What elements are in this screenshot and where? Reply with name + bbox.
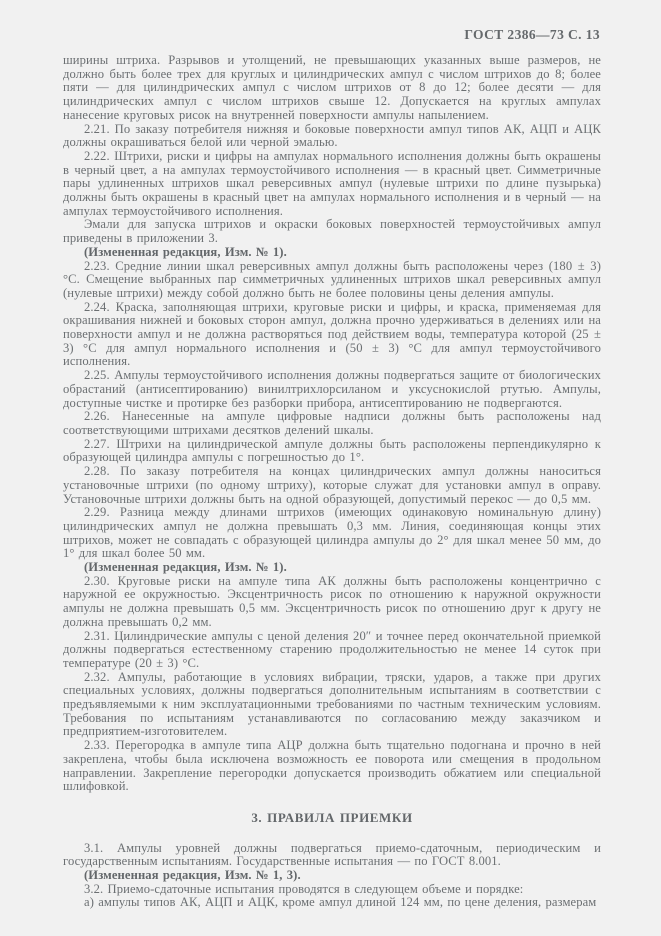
paragraph: 2.28. По заказу потребителя на концах цилиндрических ампул должны наноситься установочные штрихи (по одному штриху), которые служат для установки ампул в оправу. Установочные штрихи должны быть на одной образующей, допустимый перекос — до 0,5 мм. [63,464,601,506]
paragraph: (Измененная редакция, Изм. № 1). [84,244,287,259]
paragraph: 2.29. Разница между длинами штрихов (имеющих одинаковую номинальную длину) цилиндрических ампул не должна превышать 0,3 мм. Линия, соединяющая концы этих штрихов, может не совпадать с образующей цилиндра ампулы до 2° для шкал менее 50 мм, до 1° для шкал более 50 мм. [63,505,601,561]
paragraph: 2.33. Перегородка в ампуле типа АЦР должна быть тщательно подогнана и прочно в ней закреплена, чтобы была исключена возможность ее поворота или смещения в продольном направлении. Закрепление перегородки допускается производить обжатием или специальной шлифовкой. [63,738,601,794]
paragraph: 2.32. Ампулы, работающие в условиях вибрации, тряски, ударов, а также при других специальных условиях, должны подвергаться дополнительным испытаниям в соответствии с предъявляемыми к ним эксплуатационными требованиями по частным техническим условиям. Требования по испытаниям устанавливаются по согласованию между заказчиком и предприятием-изготовителем. [63,669,601,739]
paragraph: 2.24. Краска, заполняющая штрихи, круговые риски и цифры, и краска, применяемая для окрашивания нижней и боковых сторон ампул, должна прочно удерживаться в делениях или на поверхности ампул и не должна растворяться под действием воды, температура которой (25 ± 3) °С для ампул нормального исполнения и (50 ± 3) °С для ампул термоустойчивого исполнения. [63,299,601,369]
paragraph: 2.30. Круговые риски на ампуле типа АК должны быть расположены концентрично с наружной ее окружностью. Эксцентричность рисок по отношению к наружной окружности ампулы не должна превышать 0,5 мм. Эксцентричность рисок по отношению друг к другу не должна превышать 0,2 мм. [63,573,601,629]
paragraph: 2.26. Нанесенные на ампуле цифровые надписи должны быть расположены над соответствующими штрихами десятков делений шкалы. [63,409,601,437]
paragraph: 3.2. Приемо-сдаточные испытания проводятся в следующем объеме и порядке: [84,881,524,896]
paragraph: (Измененная редакция, Изм. № 1, 3). [84,868,301,883]
paragraph: 2.23. Средние линии шкал реверсивных ампул должны быть расположены через (180 ± 3)°С. Смещение выбранных пар симметричных удлиненных штрихов шкал реверсивных ампул (нулевые штрихи) между собой должно быть не более половины цены деления ампулы. [63,258,601,300]
paragraph: Эмали для запуска штрихов и окраски боковых поверхностей термоустойчивых ампул приведены в приложении 3. [63,217,601,246]
paragraph: (Измененная редакция, Изм. № 1). [84,560,287,575]
paragraph: 2.21. По заказу потребителя нижняя и боковые поверхности ампул типов АК, АЦП и АЦК должны окрашиваться белой или черной эмалью. [63,121,601,150]
document-body [63,54,601,910]
section-heading: 3. ПРАВИЛА ПРИЕМКИ [251,809,413,825]
paragraph: 2.31. Цилиндрические ампулы с ценой деления 20″ и точнее перед окончательной приемкой должны подвергаться естественному старению продолжительностью не менее 14 суток при температуре (20 ± 3) °С. [63,628,601,670]
paragraph: 3.1. Ампулы уровней должны подвергаться приемо-сдаточным, периодическим и государственным испытаниям. Государственные испытания — по ГОСТ 8.001. [63,840,601,869]
paragraph: 2.25. Ампулы термоустойчивого исполнения должны подвергаться защите от биологических обрастаний (антисептированию) винилтрихлорсиланом и уксуснокислой ртутью. Ампулы, доступные чистке и протирке без разборки прибора, антисептированию не подвергаются. [63,368,601,410]
paragraph: а) ампулы типов АК, АЦП и АЦК, кроме ампул длиной 124 мм, по цене деления, размерам [84,895,597,910]
paragraph: ширины штриха. Разрывов и утолщений, не превышающих указанных выше размеров, не должно быть более трех для круглых и цилиндрических ампул с числом штрихов до 8; более пяти — для цилиндрических ампул с числом штрихов от 8 до 12; более десяти — для цилиндрических ампул с числом штрихов свыше 12. Допускается на круглых ампулах нанесение круговых рисок на внутренней поверхности ампулы напылением. [63,53,601,122]
paragraph: 2.27. Штрихи на цилиндрической ампуле должны быть расположены перпендикулярно к образующей цилиндра ампулы с погрешностью до 1°. [63,436,601,465]
page-header: ГОСТ 2386—73 С. 13 [464,27,600,42]
paragraph: 2.22. Штрихи, риски и цифры на ампулах нормального исполнения должны быть окрашены в черный цвет, а на ампулах термоустойчивого исполнения — в красный цвет. Симметричные пары удлиненных штрихов шкал реверсивных ампул (нулевые штрихи по длине пузырька) должны быть окрашены в красный цвет на ампулах нормального исполнения и в черный — на ампулах термоустойчивого исполнения. [63,148,601,218]
